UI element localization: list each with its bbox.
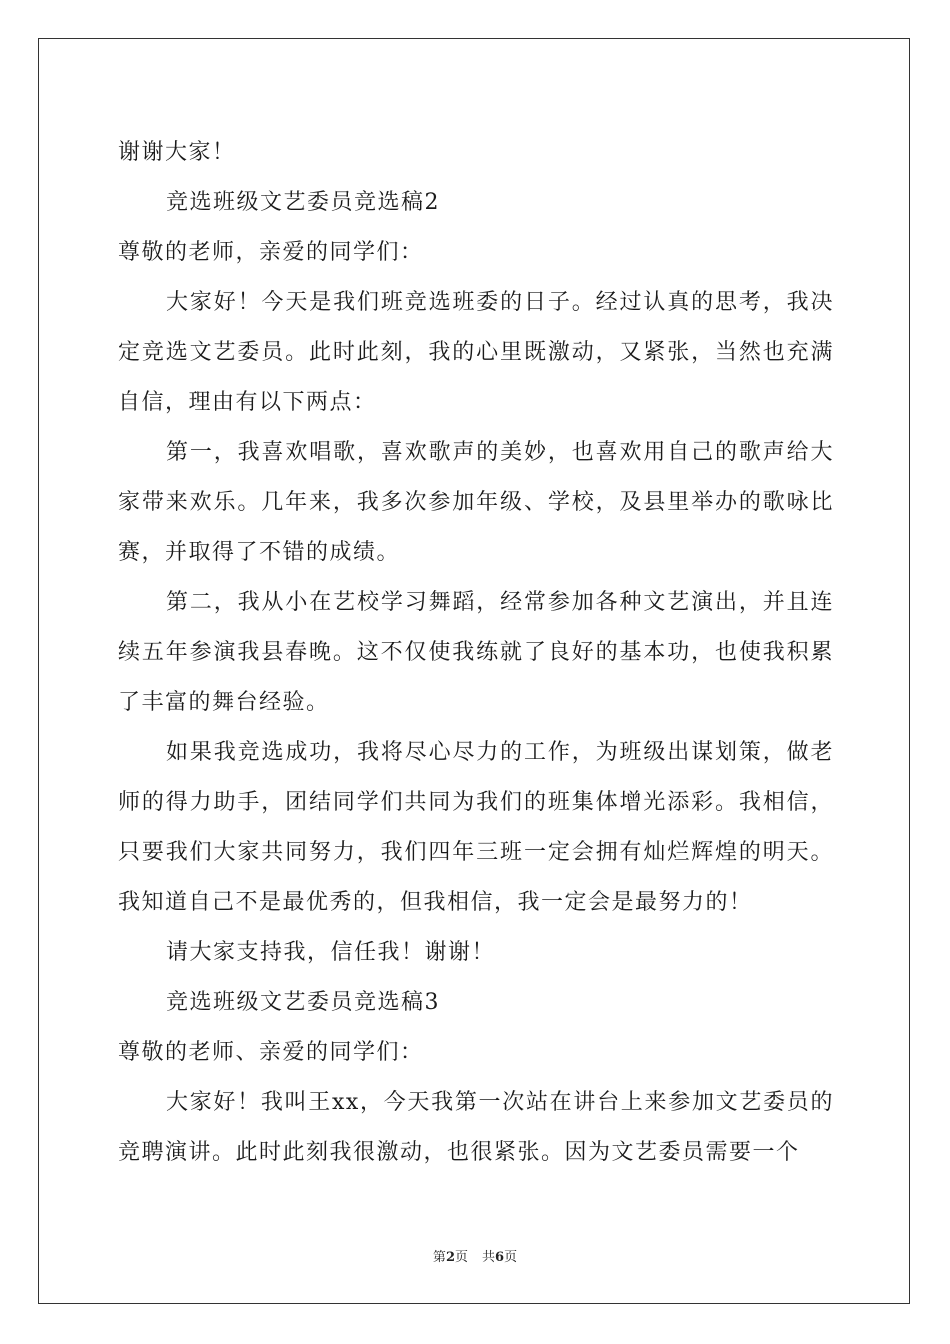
paragraph: 大家好！今天是我们班竞选班委的日子。经过认真的思考，我决定竞选文艺委员。此时此刻，我的心里既激动，又紧张，当然也充满自信，理由有以下两点：: [118, 290, 834, 415]
page-footer: [0, 1246, 950, 1265]
total-suffix: 页: [504, 1250, 518, 1265]
salutation: 尊敬的老师、亲爱的同学们：: [118, 1040, 424, 1065]
salutation: 尊敬的老师，亲爱的同学们：: [118, 240, 424, 265]
total-pages: 6: [495, 1250, 505, 1265]
total-prefix: 共: [482, 1250, 496, 1265]
document-body: [118, 128, 834, 1178]
paragraph: 请大家支持我，信任我！谢谢！: [166, 940, 496, 965]
paragraph: 第二，我从小在艺校学习舞蹈，经常参加各种文艺演出，并且连续五年参演我县春晚。这不仅使我练就了良好的基本功，也使我积累了丰富的舞台经验。: [118, 590, 834, 715]
paragraph: 如果我竞选成功，我将尽心尽力的工作，为班级出谋划策，做老师的得力助手，团结同学们共同为我们的班集体增光添彩。我相信，只要我们大家共同努力，我们四年三班一定会拥有灿烂辉煌的明天。我知道自己不是最优秀的，但我相信，我一定会是最努力的！: [118, 740, 834, 915]
section-heading: 竞选班级文艺委员竞选稿2: [166, 190, 440, 215]
paragraph: 第一，我喜欢唱歌，喜欢歌声的美妙，也喜欢用自己的歌声给大家带来欢乐。几年来，我多次参加年级、学校，及县里举办的歌咏比赛，并取得了不错的成绩。: [118, 440, 834, 565]
page-number: 2: [445, 1250, 455, 1265]
page-suffix: 页: [454, 1250, 468, 1265]
section-heading: 竞选班级文艺委员竞选稿3: [166, 990, 440, 1015]
paragraph: 大家好！我叫王xx，今天我第一次站在讲台上来参加文艺委员的竞聘演讲。此时此刻我很激动，也很紧张。因为文艺委员需要一个: [118, 1090, 834, 1165]
paragraph: 谢谢大家！: [118, 140, 236, 165]
page-prefix: 第: [432, 1250, 446, 1265]
